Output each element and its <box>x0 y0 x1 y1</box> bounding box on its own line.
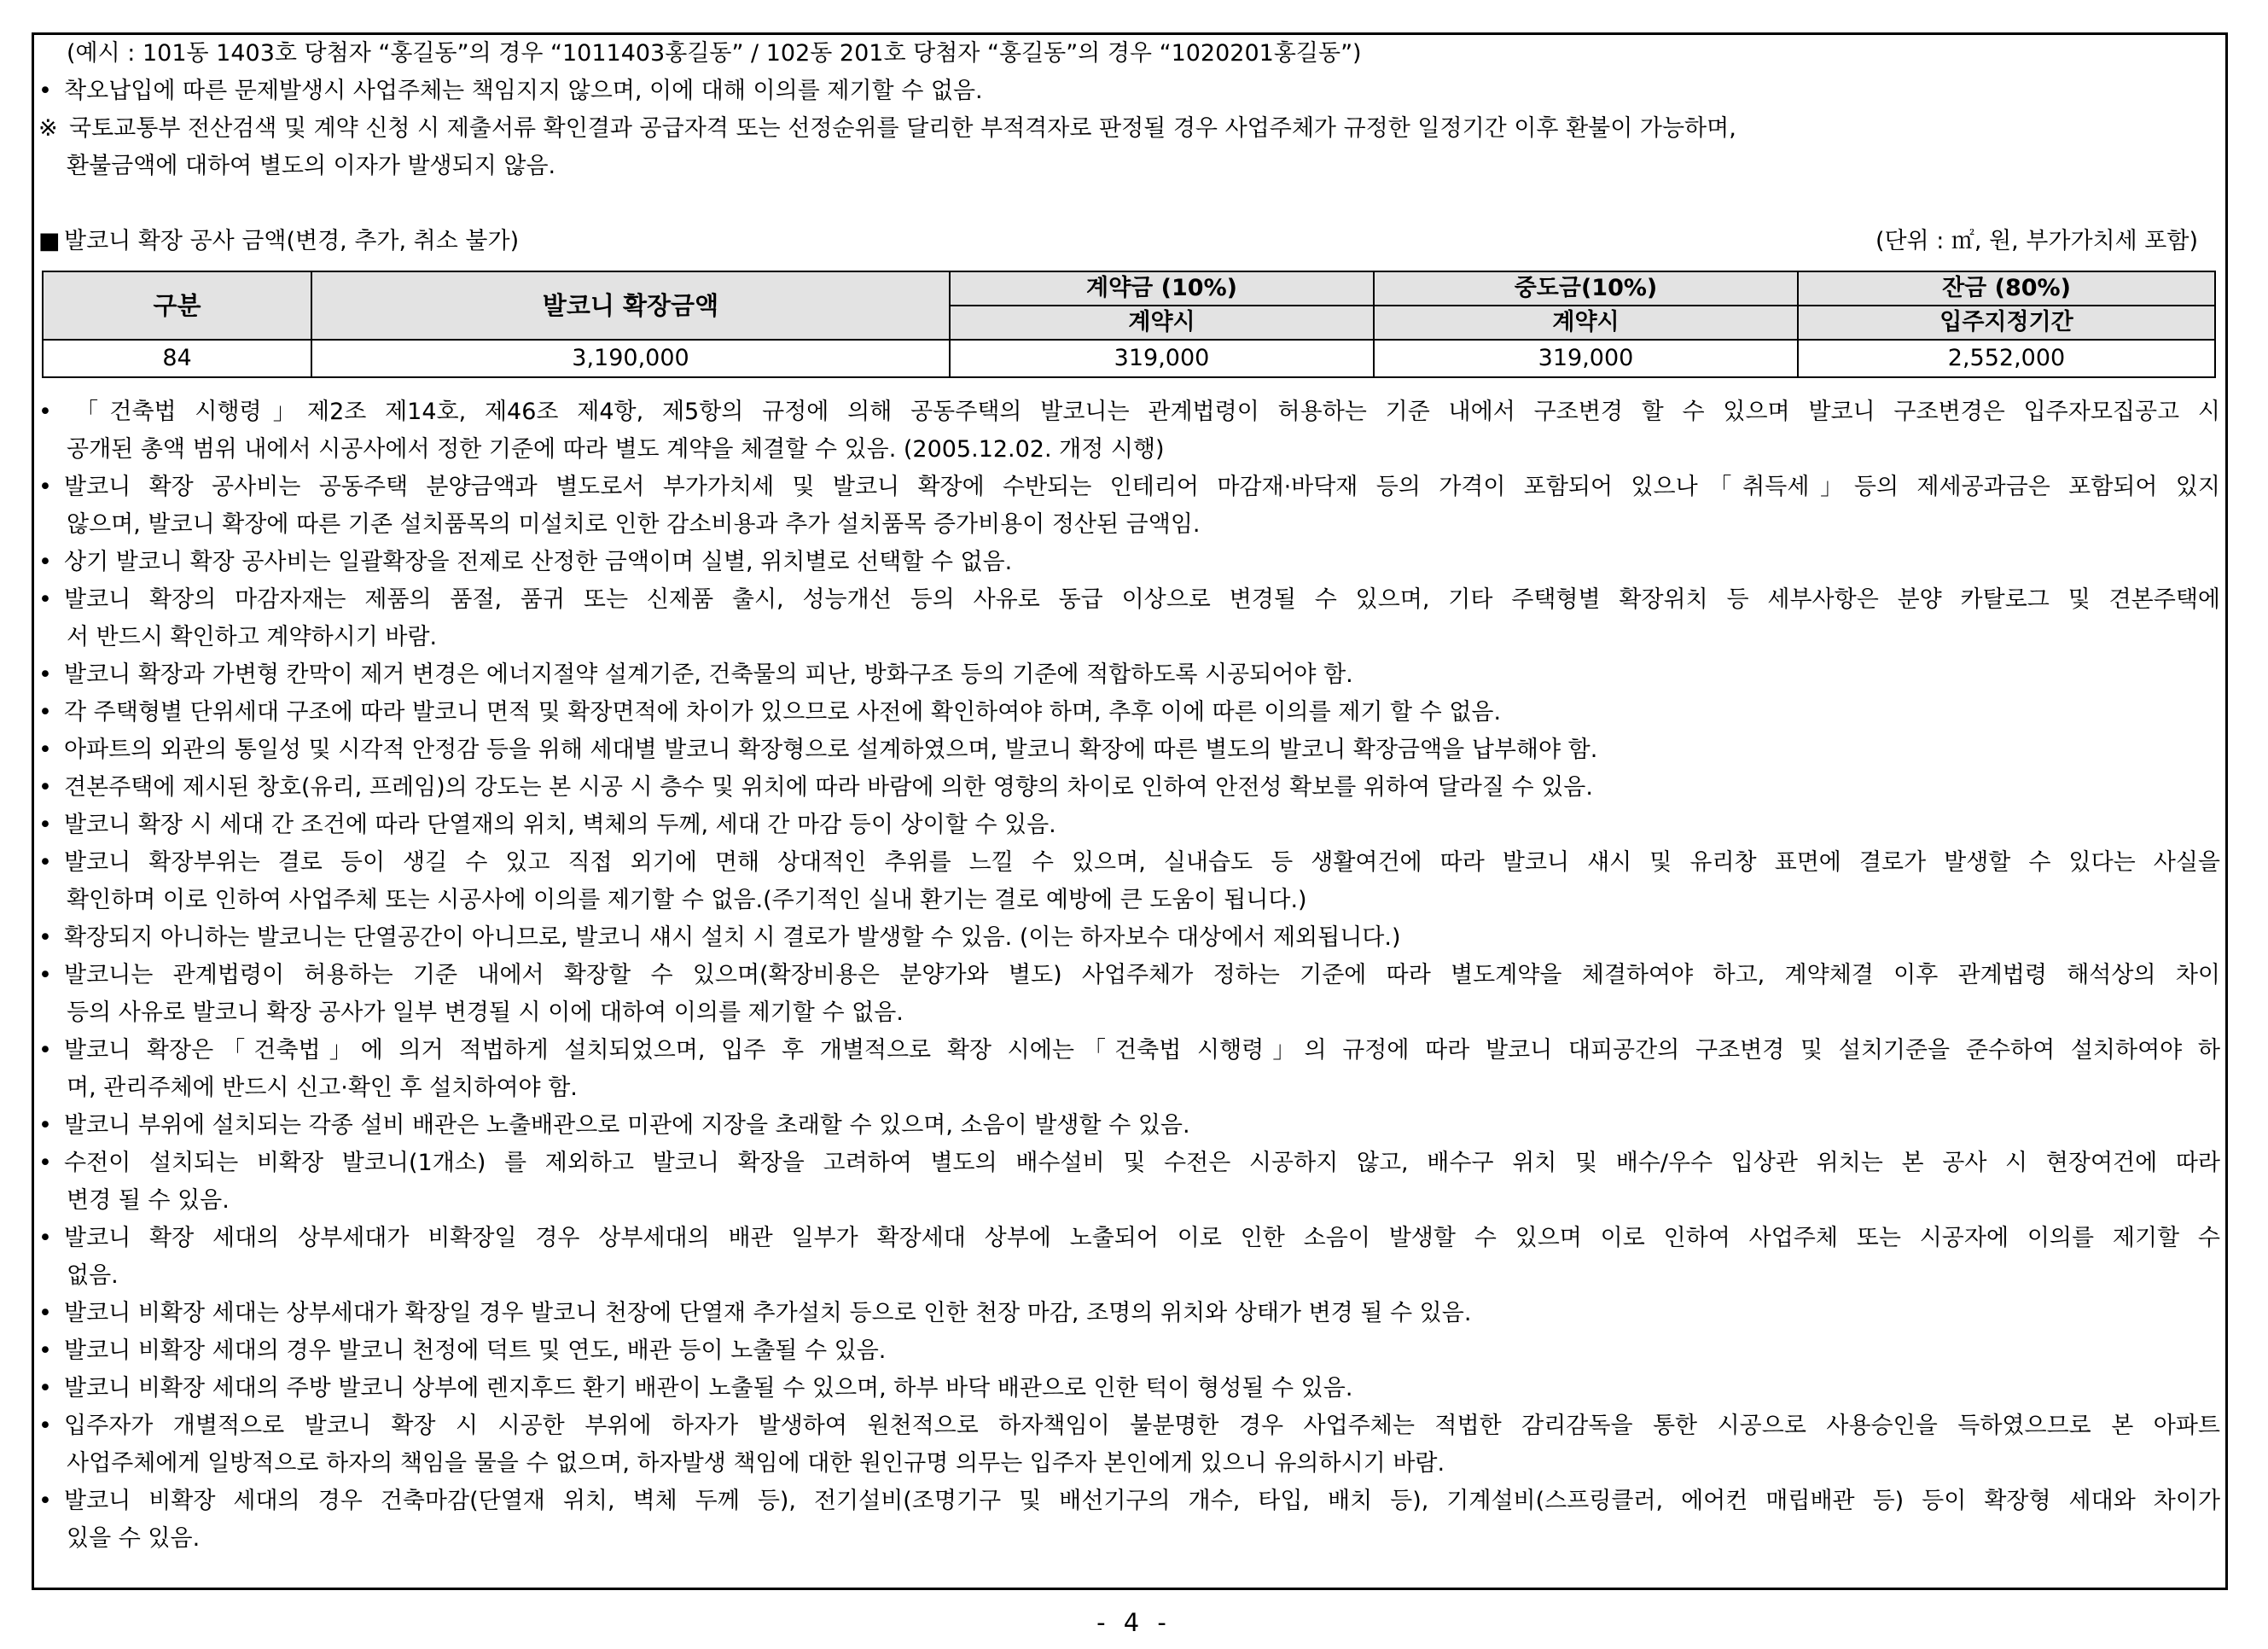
note-text: 발코니 확장의 마감자재는 제품의 품절, 품귀 또는 신제품 출시, 성능개선 등의 사유로 동급 이상으로 변경될 수 있으며, 기타 주택형별 확장위치 등 세부사항은 분양 카탈로그 및 견본주택에 <box>64 586 2220 613</box>
note-1-cont: 공개된 총액 범위 내에서 시공사에서 정한 기준에 따라 별도 계약을 체결할 수 있음. (2005.12.02. 개정 시행) <box>67 436 1165 463</box>
bullet-icon: • <box>38 1112 52 1139</box>
bullet-icon: • <box>38 549 52 575</box>
cell-contract: 319,000 <box>950 340 1374 377</box>
bullet-icon: • <box>38 1037 52 1063</box>
note-3 <box>34 544 2220 581</box>
note-10-cont: 확인하며 이로 인하여 사업주체 또는 시공사에 이의를 제기할 수 없음.(주기적인 실내 환기는 결로 예방에 큰 도움이 됩니다.) <box>67 887 1307 913</box>
cell-middle: 319,000 <box>1374 340 1798 377</box>
note-10 <box>34 844 2220 882</box>
table-row <box>43 340 2215 377</box>
note-15-cont: 변경 될 수 있음. <box>67 1187 230 1214</box>
bullet-icon: • <box>38 962 52 988</box>
note-text: 발코니 확장과 가변형 칸막이 제거 변경은 에너지절약 설계기준, 건축물의 피난, 방화구조 등의 기준에 적합하도록 시공되어야 함. <box>64 661 1353 688</box>
intro-text-1: 착오납입에 따른 문제발생시 사업주체는 책임지지 않으며, 이에 대해 이의를 제기할 수 없음. <box>64 78 983 104</box>
section-title: 발코니 확장 공사 금액(변경, 추가, 취소 불가) <box>64 228 520 254</box>
bullet-icon: • <box>38 399 52 425</box>
bullet-icon: • <box>38 812 52 838</box>
header-balance-sub: 입주지정기간 <box>1798 306 2215 340</box>
bullet-icon: • <box>38 661 52 688</box>
bullet-icon: • <box>38 1150 52 1176</box>
note-8 <box>34 769 2220 807</box>
note-17 <box>34 1295 2220 1332</box>
note-text: 발코니 비확장 세대의 경우 발코니 천정에 덕트 및 연도, 배관 등이 노출될 수 있음. <box>64 1337 887 1364</box>
note-13-cont: 며, 관리주체에 반드시 신고·확인 후 설치하여야 함. <box>67 1075 578 1101</box>
note-text: 발코니 확장 세대의 상부세대가 비확장일 경우 상부세대의 배관 일부가 확장세대 상부에 노출되어 이로 인한 소음이 발생할 수 있으며 이로 인하여 사업주체 또는 시공자에 이의를 제기할 수 <box>64 1225 2220 1251</box>
bullet-icon: • <box>38 849 52 876</box>
bullet-icon: • <box>38 924 52 951</box>
bullet-icon: • <box>38 1225 52 1251</box>
note-text: 발코니 비확장 세대의 경우 건축마감(단열재 위치, 벽체 두께 등), 전기설비(조명기구 및 배선기구의 개수, 타입, 배치 등), 기계설비(스프링클러, 에어컨 매립배관 등) 등이 확장형 세대와 차이가 <box>64 1488 2220 1514</box>
note-20-cont: 사업주체에게 일방적으로 하자의 책임을 물을 수 없으며, 하자발생 책임에 대한 원인규명 의무는 입주자 본인에게 있으니 유의하시기 바람. <box>67 1450 1445 1477</box>
bullet-icon: • <box>38 586 52 613</box>
note-12 <box>34 957 2220 994</box>
bullet-icon: • <box>38 1337 52 1364</box>
note-6 <box>34 694 2220 731</box>
note-text: 상기 발코니 확장 공사비는 일괄확장을 전제로 산정한 금액이며 실별, 위치별로 선택할 수 없음. <box>64 549 1013 575</box>
cell-balance: 2,552,000 <box>1798 340 2215 377</box>
cell-type: 84 <box>43 340 311 377</box>
note-text: 각 주택형별 단위세대 구조에 따라 발코니 면적 및 확장면적에 차이가 있으므로 사전에 확인하여야 하며, 추후 이에 따른 이의를 제기 할 수 없음. <box>64 699 1502 725</box>
reference-mark-icon: ※ <box>38 115 58 142</box>
note-16-cont: 없음. <box>67 1262 119 1289</box>
bullet-icon: • <box>38 1488 52 1514</box>
header-contract: 계약금 (10%) <box>950 271 1374 306</box>
square-marker-icon: ■ <box>38 228 61 254</box>
note-2-cont: 않으며, 발코니 확장에 따른 기존 설치품목의 미설치로 인한 감소비용과 추가 설치품목 증가비용이 정산된 금액임. <box>67 511 1201 538</box>
bullet-icon: • <box>38 78 52 104</box>
note-13 <box>34 1032 2220 1069</box>
header-balance: 잔금 (80%) <box>1798 271 2215 306</box>
bullet-icon: • <box>38 699 52 725</box>
note-2 <box>34 469 2220 506</box>
note-text: 확장되지 아니하는 발코니는 단열공간이 아니므로, 발코니 섀시 설치 시 결로가 발생할 수 있음. (이는 하자보수 대상에서 제외됩니다.) <box>64 924 1401 951</box>
bullet-icon: • <box>38 1300 52 1326</box>
intro-bullet-1 <box>34 73 2220 110</box>
note-text: 발코니 비확장 세대의 주방 발코니 상부에 렌지후드 환기 배관이 노출될 수 있으며, 하부 바닥 배관으로 인한 턱이 형성될 수 있음. <box>64 1375 1353 1401</box>
note-5 <box>34 656 2220 694</box>
unit-note: (단위 : ㎡, 원, 부가가치세 포함) <box>1875 228 2198 254</box>
bullet-icon: • <box>38 737 52 763</box>
note-4-cont: 서 반드시 확인하고 계약하시기 바람. <box>67 624 438 650</box>
note-text: 수전이 설치되는 비확장 발코니(1개소) 를 제외하고 발코니 확장을 고려하여 별도의 배수설비 및 수전은 시공하지 않고, 배수구 위치 및 배수/우수 입상관 위치는 본 공사 시 현장여건에 따라 <box>64 1150 2220 1176</box>
note-text: 발코니 비확장 세대는 상부세대가 확장일 경우 발코니 천장에 단열재 추가설치 등으로 인한 천장 마감, 조명의 위치와 상태가 변경 될 수 있음. <box>64 1300 1472 1326</box>
table-header-row <box>43 271 2215 306</box>
balcony-price-table <box>42 271 2216 378</box>
section-heading <box>34 223 2220 260</box>
cell-amount: 3,190,000 <box>311 340 950 377</box>
note-11 <box>34 919 2220 957</box>
note-7 <box>34 731 2220 769</box>
note-21 <box>34 1483 2220 1520</box>
note-text: 견본주택에 제시된 창호(유리, 프레임)의 강도는 본 시공 시 층수 및 위치에 따라 바람에 의한 영향의 차이로 인하여 안전성 확보를 위하여 달라질 수 있음. <box>64 774 1593 801</box>
note-text: 「건축법 시행령」제2조 제14호, 제46조 제4항, 제5항의 규정에 의해 공동주택의 발코니는 관계법령이 허용하는 기준 내에서 구조변경 할 수 있으며 발코니 구조변경은 입주자모집공고 시 <box>64 399 2220 425</box>
intro-text-2: 국토교통부 전산검색 및 계약 신청 시 제출서류 확인결과 공급자격 또는 선정순위를 달리한 부적격자로 판정될 경우 사업주체가 규정한 일정기간 이후 환불이 가능하며, <box>69 115 1736 142</box>
note-text: 발코니 확장 공사비는 공동주택 분양금액과 별도로서 부가가치세 및 발코니 확장에 수반되는 인테리어 마감재·바닥재 등의 가격이 포함되어 있으나「취득세」등의 제세공과금은 포함되어 있지 <box>64 474 2220 500</box>
note-15 <box>34 1145 2220 1182</box>
note-text: 발코니 확장 시 세대 간 조건에 따라 단열재의 위치, 벽체의 두께, 세대 간 마감 등이 상이할 수 있음. <box>64 812 1056 838</box>
note-21-cont: 있을 수 있음. <box>67 1525 201 1552</box>
note-18 <box>34 1332 2220 1370</box>
header-type: 구분 <box>43 271 311 340</box>
example-line: (예시 : 101동 1403호 당첨자 “홍길동”의 경우 “1011403홍길동” / 102동 201호 당첨자 “홍길동”의 경우 “1020201홍길동”) <box>67 40 1362 67</box>
intro-note-1 <box>34 110 2220 148</box>
note-12-cont: 등의 사유로 발코니 확장 공사가 일부 변경될 시 이에 대하여 이의를 제기할 수 없음. <box>67 999 904 1026</box>
header-middle: 중도금(10%) <box>1374 271 1798 306</box>
note-19 <box>34 1370 2220 1407</box>
bullet-icon: • <box>38 1413 52 1439</box>
bullet-icon: • <box>38 474 52 500</box>
header-middle-sub: 계약시 <box>1374 306 1798 340</box>
header-amount: 발코니 확장금액 <box>311 271 950 340</box>
note-9 <box>34 807 2220 844</box>
note-20 <box>34 1407 2220 1445</box>
page-number: - 4 - <box>1096 1608 1172 1637</box>
note-text: 발코니는 관계법령이 허용하는 기준 내에서 확장할 수 있으며(확장비용은 분양가와 별도) 사업주체가 정하는 기준에 따라 별도계약을 체결하여야 하고, 계약체결 이후 관계법령 해석상의 차이 <box>64 962 2220 988</box>
document-frame <box>32 32 2228 1590</box>
note-text: 입주자가 개별적으로 발코니 확장 시 시공한 부위에 하자가 발생하여 원천적으로 하자책임이 불분명한 경우 사업주체는 적법한 감리감독을 통한 시공으로 사용승인을 득하였으므로 본 아파트 <box>64 1413 2220 1439</box>
bullet-icon: • <box>38 774 52 801</box>
note-16 <box>34 1220 2220 1257</box>
note-text: 발코니 확장은「건축법」에 의거 적법하게 설치되었으며, 입주 후 개별적으로 확장 시에는「건축법 시행령」의 규정에 따라 발코니 대피공간의 구조변경 및 설치기준을 준수하여 설치하여야 하 <box>64 1037 2220 1063</box>
note-text: 발코니 확장부위는 결로 등이 생길 수 있고 직접 외기에 면해 상대적인 추위를 느낄 수 있으며, 실내습도 등 생활여건에 따라 발코니 섀시 및 유리창 표면에 결로가 발생할 수 있다는 사실을 <box>64 849 2220 876</box>
note-14 <box>34 1107 2220 1145</box>
header-contract-sub: 계약시 <box>950 306 1374 340</box>
intro-note-cont: 환불금액에 대하여 별도의 이자가 발생되지 않음. <box>67 153 556 179</box>
note-text: 발코니 부위에 설치되는 각종 설비 배관은 노출배관으로 미관에 지장을 초래할 수 있으며, 소음이 발생할 수 있음. <box>64 1112 1190 1139</box>
bullet-icon: • <box>38 1375 52 1401</box>
note-4 <box>34 581 2220 619</box>
note-text: 아파트의 외관의 통일성 및 시각적 안정감 등을 위해 세대별 발코니 확장형으로 설계하였으며, 발코니 확장에 따른 별도의 발코니 확장금액을 납부해야 함. <box>64 737 1598 763</box>
note-1 <box>34 393 2220 431</box>
